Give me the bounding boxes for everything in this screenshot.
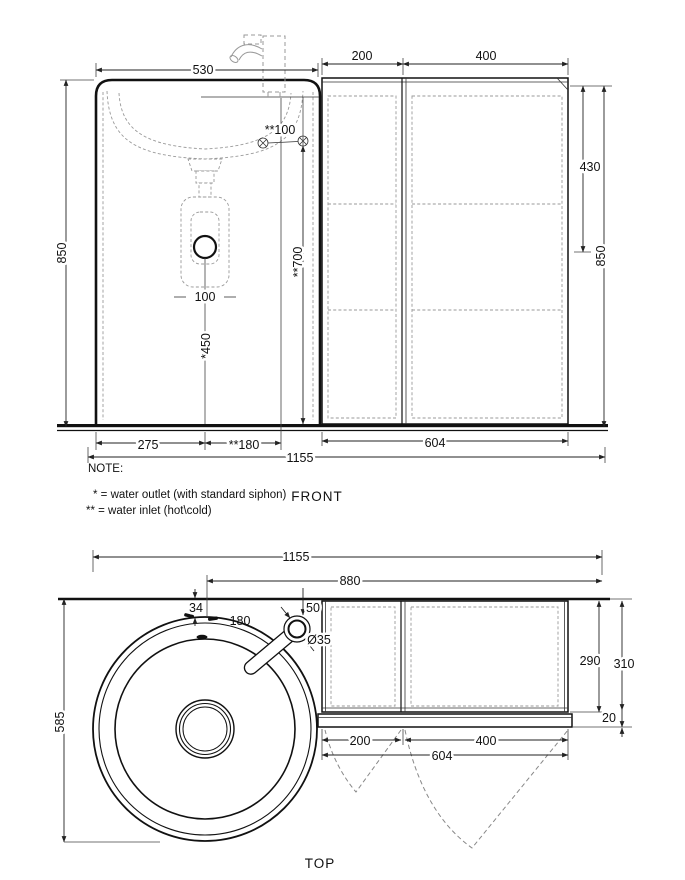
dim-inlet-offset: **180	[228, 438, 260, 452]
water-outlet-icon	[194, 236, 216, 258]
dim-door-right: 400	[475, 734, 497, 748]
front-cabinet	[322, 78, 568, 424]
dim-basin-diameter: 585	[53, 711, 67, 733]
floor-line	[57, 424, 608, 431]
note-title: NOTE:	[88, 463, 124, 475]
dim-cabinet-width: 604	[424, 436, 446, 450]
dim-height-right: 850	[594, 245, 608, 267]
dim-inlet-height: **700	[291, 246, 305, 278]
dim-rim-gap: 34	[189, 601, 203, 615]
top-view	[53, 550, 634, 871]
dim-height-left: 850	[55, 242, 69, 264]
dim-cabinet-depth: 290	[579, 654, 601, 668]
dim-inlet-spacing: **100	[264, 123, 296, 137]
note-block	[86, 463, 287, 517]
dim-cabinet-span: 880	[339, 574, 361, 588]
note-inlet: ** = water inlet (hot\cold)	[86, 505, 212, 517]
dim-outlet-height: *450	[199, 333, 213, 359]
dim-cabinet-right: 400	[475, 49, 497, 63]
front-view-label: FRONT	[291, 489, 343, 504]
note-outlet: * = water outlet (with standard siphon)	[93, 489, 287, 501]
dim-faucet-hole: Ø35	[307, 633, 331, 647]
front-view	[55, 35, 612, 517]
dim-door-left: 200	[349, 734, 371, 748]
dim-overall-width: 1155	[286, 451, 314, 465]
dim-top-overall-width: 1155	[282, 550, 310, 564]
top-view-label: TOP	[304, 856, 336, 871]
dim-overall-depth: 310	[613, 657, 635, 671]
dim-drain-offset: 275	[137, 438, 159, 452]
dim-faucet-gap: 50	[306, 601, 320, 615]
dim-siphon-width: 100	[194, 290, 216, 304]
drain-icon	[176, 700, 234, 758]
dim-cabinet-left: 200	[351, 49, 373, 63]
top-cabinet	[318, 601, 572, 848]
dim-faucet-offset: 180	[229, 614, 251, 628]
dim-sink-width: 530	[192, 63, 214, 77]
dim-top-cabinet-width: 604	[431, 749, 453, 763]
dim-counter-lip: 20	[602, 711, 616, 725]
dim-shelf-height: 430	[579, 160, 601, 174]
